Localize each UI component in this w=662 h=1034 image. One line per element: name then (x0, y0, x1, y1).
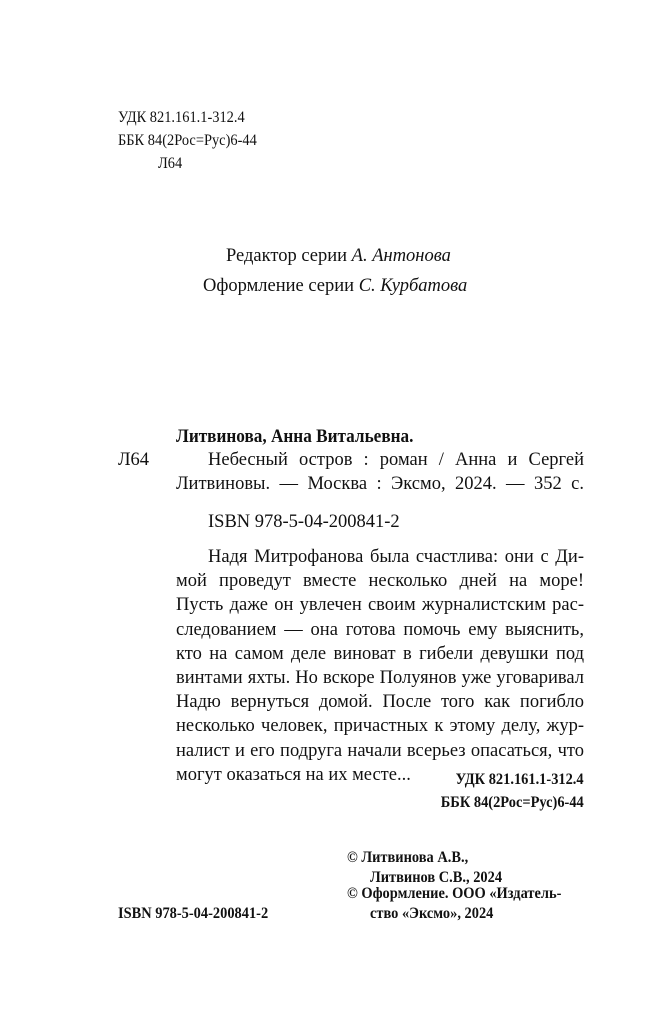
annotation-line: Пусть даже он увлечен своим журналистским рас- (176, 595, 584, 616)
annotation-paragraph (176, 545, 584, 787)
udk-code-bottom: УДК 821.161.1-312.4 (456, 771, 584, 788)
editor-credit (226, 247, 451, 266)
design-credit (203, 277, 467, 296)
author-mark: Л64 (118, 450, 150, 470)
isbn-bottom: ISBN 978-5-04-200841-2 (118, 905, 269, 922)
description-line-2: Литвиновы. — Москва : Эксмо, 2024. — 352 с. (176, 474, 584, 494)
annotation-line: следованием — она готова помочь ему выяснить, (176, 619, 584, 640)
annotation-line: кто на самом деле виноват в гибели девушки под (176, 643, 584, 664)
design-label: Оформление серии (203, 276, 355, 296)
description-line-1: Небесный остров : роман / Анна и Сергей (208, 450, 584, 470)
catalog-isbn: ISBN 978-5-04-200841-2 (208, 512, 400, 532)
annotation-line: винтами яхты. Но вскоре Полуянов уже уговаривал (176, 667, 584, 688)
editor-label: Редактор серии (226, 246, 348, 266)
annotation-line: несколько человек, причастных к этому делу, жур- (176, 716, 584, 737)
author-mark-top: Л64 (158, 155, 183, 172)
copyright-line-3: © Оформление. ООО «Издатель- (347, 885, 562, 902)
bbk-code-bottom: ББК 84(2Рос=Рус)6-44 (440, 794, 584, 811)
editor-name: А. Антонова (351, 246, 451, 266)
bbk-code: ББК 84(2Рос=Рус)6-44 (118, 132, 257, 149)
annotation-line: могут оказаться на их месте... (176, 764, 411, 785)
annotation-line: налист и его подруга начали всерьез опасаться, что (176, 740, 584, 761)
copyright-line-1: © Литвинова А.В., (347, 849, 469, 866)
author-heading: Литвинова, Анна Витальевна. (176, 427, 414, 447)
udk-code: УДК 821.161.1-312.4 (118, 109, 245, 126)
annotation-line: Надю вернуться домой. После того как погибло (176, 692, 584, 713)
annotation-line: мой проведут вместе несколько дней на море! (176, 571, 584, 592)
copyright-line-2: Литвинов С.В., 2024 (370, 869, 503, 886)
copyright-line-4: ство «Эксмо», 2024 (370, 905, 494, 922)
annotation-line: Надя Митрофанова была счастлива: они с Ди- (208, 547, 584, 567)
design-name: С. Курбатова (358, 276, 468, 296)
